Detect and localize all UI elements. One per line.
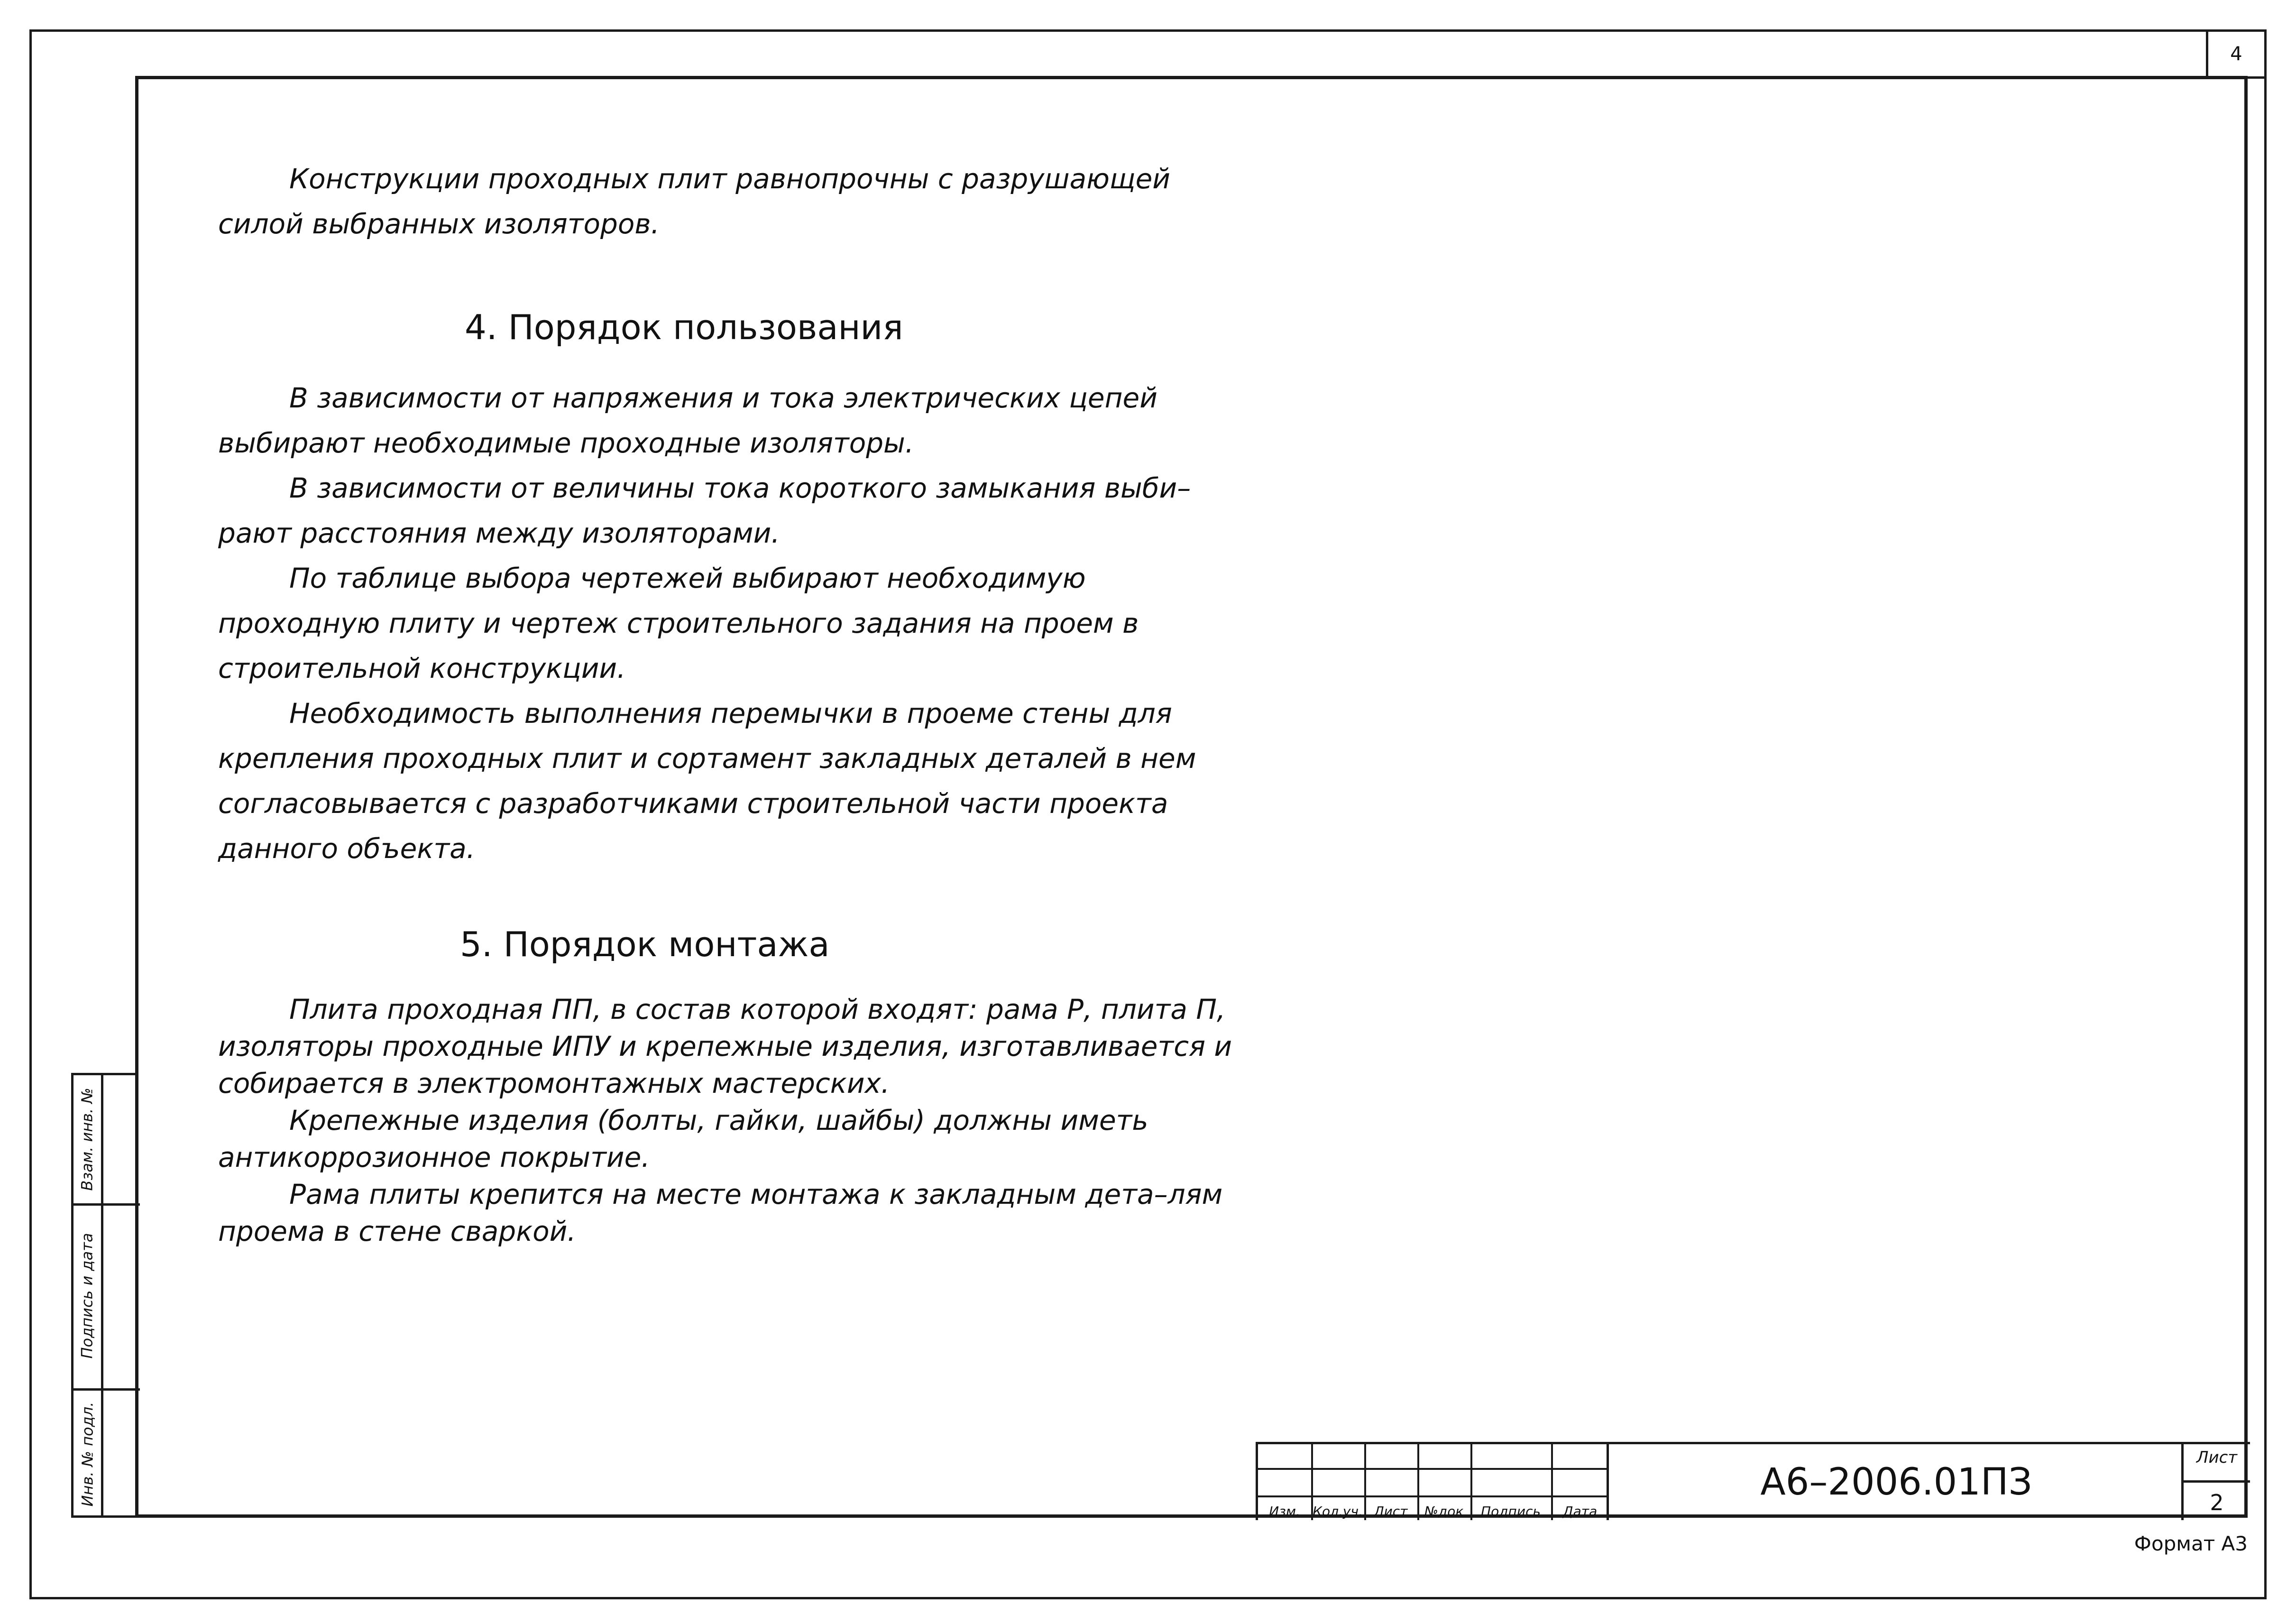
section-4-paragraph-1: В зависимости от напряжения и тока электрических цепей выбирают необходимые проходные изоляторы. [218,382,1157,459]
header-date: Дата [1562,1504,1598,1519]
page-number: 4 [2206,29,2267,79]
section-5-paragraph-1: Плита проходная ПП, в состав которой входят: рама Р, плита П, изоляторы проходные ИПУ и крепежные изделия, изготавливается и собирается в электромонтажных мастерских. [218,993,1232,1099]
sheet-number: 2 [2184,1480,2250,1522]
header-doc-number: №док [1424,1504,1464,1519]
section-5-title: 5. Порядок монтажа [460,924,830,964]
grid-row-line [1258,1495,1609,1497]
header-count: Кол.уч. [1313,1504,1363,1519]
sheet-label: Лист [2196,1448,2238,1467]
section-4-paragraph-2: В зависимости от величины тока короткого замыкания выби–рают расстояния между изоляторами. [218,472,1191,549]
section-5-paragraph-2: Крепежные изделия (болты, гайки, шайбы) должны иметь антикоррозионное покрытие. [218,1104,1148,1173]
sidebar-label-signature: Подпись и дата [78,1233,96,1359]
header-sheet: Лист [1374,1504,1408,1519]
section-5-paragraph-3: Рама плиты крепится на месте монтажа к закладным дета–лям проема в стене сваркой. [218,1178,1223,1247]
revision-grid [1256,1442,1609,1520]
grid-row-line [1258,1468,1609,1470]
document-body [218,157,1233,1250]
title-block [1256,1442,2248,1518]
intro-paragraph: Конструкции проходных плит равнопрочны с разрушающей силой выбранных изоляторов. [218,163,1170,240]
sidebar-label-inventory: Инв. № подл. [78,1402,97,1507]
sheet-cell [2181,1442,2250,1520]
document-code: А6–2006.01ПЗ [1607,1442,2184,1520]
approval-sidebar [71,1073,138,1518]
header-signature: Подпись [1481,1504,1541,1519]
sidebar-label-replacement: Взам. инв. № [78,1088,97,1191]
section-4-title: 4. Порядок пользования [465,307,903,347]
section-4-paragraph-3: По таблице выбора чертежей выбирают необходимую проходную плиту и чертеж строительного задания на проем в строительной конструкции. [218,562,1139,684]
section-4-paragraph-4: Необходимость выполнения перемычки в проеме стены для крепления проходных плит и сортамент закладных деталей в нем согласовывается с разработчиками строительной части проекта данного объекта. [218,697,1196,865]
format-label: Формат А3 [2134,1532,2248,1555]
header-change: Изм. [1269,1504,1300,1519]
